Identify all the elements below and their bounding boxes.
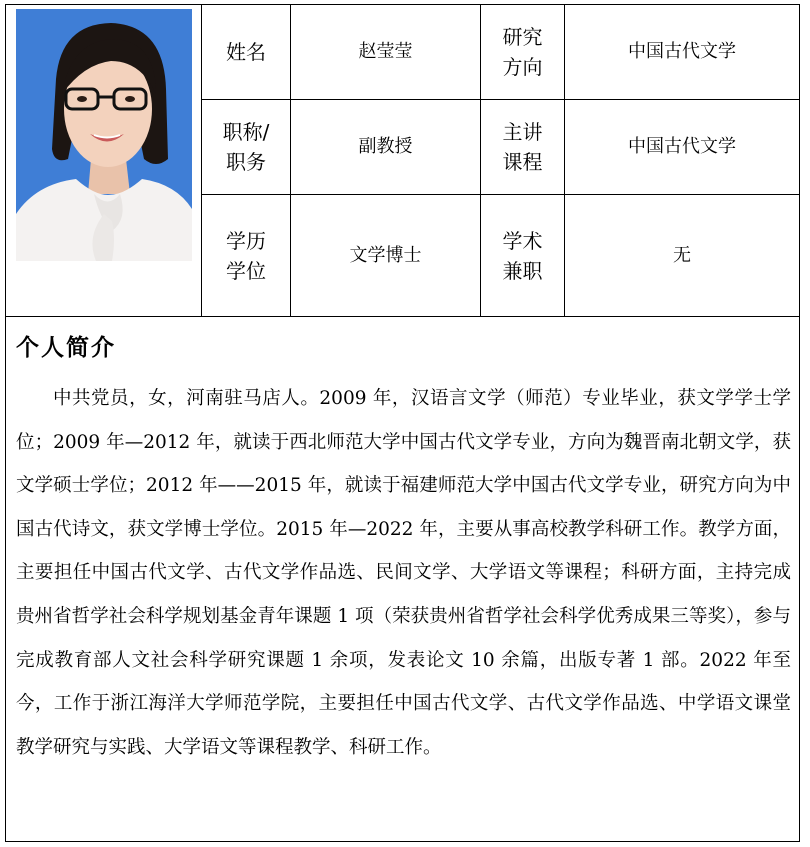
portrait-photo xyxy=(16,9,192,261)
bio-section xyxy=(6,316,799,841)
bio-title: 个人简介 xyxy=(16,335,116,361)
academic-value: 无 xyxy=(673,244,691,266)
photo-cell xyxy=(6,5,202,316)
title-label: 职称/ 职务 xyxy=(202,100,291,195)
degree-label: 学历 学位 xyxy=(202,195,291,316)
name-label: 姓名 xyxy=(202,5,291,100)
research-label: 研究 方向 xyxy=(481,5,565,100)
profile-table xyxy=(5,4,800,842)
research-value: 中国古代文学 xyxy=(565,5,799,100)
course-label: 主讲 课程 xyxy=(481,100,565,195)
academic-label: 学术 兼职 xyxy=(481,195,565,316)
degree-value: 文学博士 xyxy=(291,195,481,316)
course-value: 中国古代文学 xyxy=(565,100,799,195)
name-value: 赵莹莹 xyxy=(291,5,481,100)
info-grid xyxy=(202,5,799,316)
title-value: 副教授 xyxy=(291,100,481,195)
bio-text: 中共党员，女，河南驻马店人。2009 年，汉语言文学（师范）专业毕业，获文学学士学位；2009 年—2012 年，就读于西北师范大学中国古代文学专业，方向为魏晋南北朝文学，获文学硕士学位；2012 年——2015 年，就读于福建师范大学中国古代文学专业，研究方向为中国古代诗文，获文学博士学位。2015 年—2022 年，主要从事高校教学科研工作。教学方面，主要担任中国古代文学、古代文学作品选、民间文学、大学语文等课程；科研方面，主持完成贵州省哲学社会科学规划基金青年课题 1 项（荣获贵州省哲学社会科学优秀成果三等奖），参与完成教育部人文社会科学研究课题 1 余项，发表论文 10 余篇，出版专著 1 部。2022 年至今，工作于浙江海洋大学师范学院，主要担任中国古代文学、古代文学作品选、中学语文课堂教学研究与实践、大学语文等课程教学、科研工作。 xyxy=(16,388,791,758)
